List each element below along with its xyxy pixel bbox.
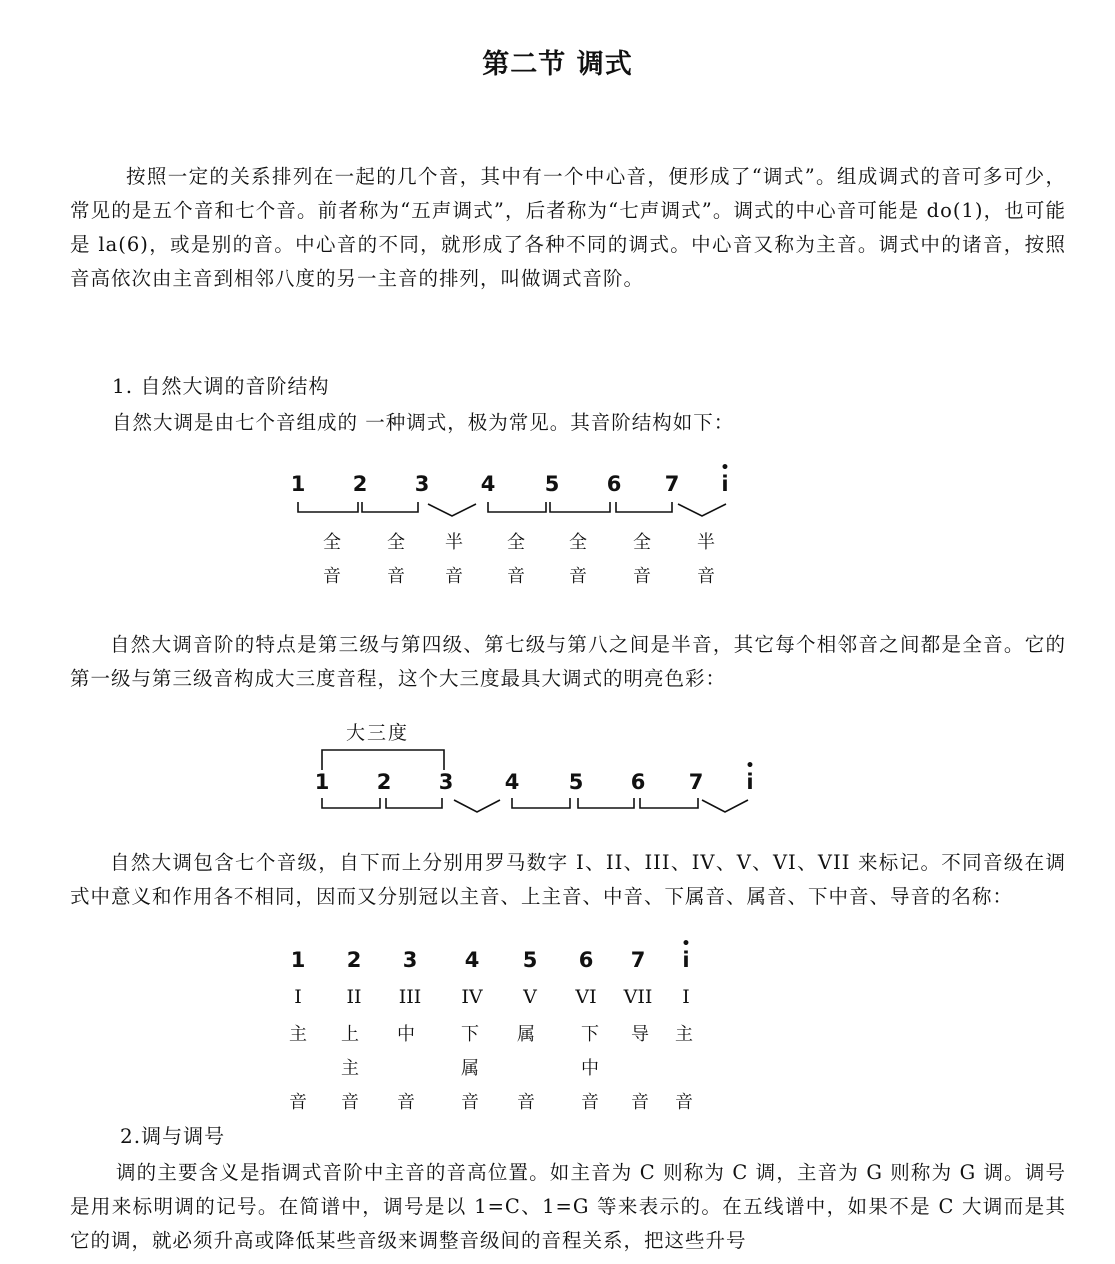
degree-name-char: 主 — [341, 1058, 359, 1079]
third-scale-note: i — [746, 770, 754, 794]
interval-label: 全 — [569, 532, 587, 553]
interval-label: 全 — [633, 532, 651, 553]
degree-note: i — [682, 948, 690, 972]
degree-note: 7 — [630, 948, 646, 972]
degree-note: 3 — [402, 948, 418, 972]
roman-numeral: III — [398, 986, 422, 1008]
degree-name-char: 上 — [341, 1024, 359, 1045]
degree-name-char: 中 — [581, 1058, 599, 1079]
roman-numeral: I — [682, 986, 690, 1008]
third-scale-note: 7 — [688, 770, 704, 794]
interval-label: 全 — [387, 532, 405, 553]
major-third-label: 大三度 — [346, 722, 410, 744]
roman-numeral: IV — [461, 986, 483, 1008]
roman-numeral: V — [523, 986, 537, 1008]
section1-heading: 1. 自然大调的音阶结构 — [112, 374, 330, 398]
interval-label: 半 — [445, 532, 463, 553]
roman-numeral: II — [346, 986, 362, 1008]
degree-name-char: 主 — [675, 1024, 693, 1045]
roman-numeral: VI — [575, 986, 597, 1008]
third-scale-high-octave-dot: • — [745, 758, 755, 774]
degree-name-char: 音 — [341, 1092, 359, 1113]
scale-note: 7 — [664, 472, 680, 496]
interval-suffix: 音 — [445, 566, 463, 587]
interval-label: 全 — [507, 532, 525, 553]
section1-lead: 自然大调是由七个音组成的 一种调式，极为常见。其音阶结构如下： — [112, 411, 735, 434]
third-scale-note: 4 — [504, 770, 520, 794]
degree-high-octave-dot: • — [681, 936, 691, 952]
degree-name-char: 属 — [517, 1024, 535, 1045]
scale-note: 2 — [352, 472, 368, 496]
degree-name-char: 音 — [631, 1092, 649, 1113]
third-scale-note: 6 — [630, 770, 646, 794]
interval-label: 半 — [697, 532, 715, 553]
section2-heading: 2.调与调号 — [120, 1124, 226, 1148]
scale-note: 6 — [606, 472, 622, 496]
roman-numeral: VII — [623, 986, 653, 1008]
interval-suffix: 音 — [569, 566, 587, 587]
third-scale-note: 3 — [438, 770, 454, 794]
degree-name-char: 音 — [461, 1092, 479, 1113]
page-title: 第二节 调式 — [482, 49, 633, 80]
degree-name-char: 音 — [397, 1092, 415, 1113]
intro-paragraph: 按照一定的关系排列在一起的几个音，其中有一个中心音，便形成了“调式”。组成调式的音可多可少，常见的是五个音和七个音。前者称为“五声调式”，后者称为“七声调式”。调式的中心音可能是 do(1)，也可能是 la(6)，或是别的音。中心音的不同，就形成了各种不同的调式。中心音又称为主音。调式中的诸音，按照音高依次由主音到相邻八度的另一主音的排列，叫做调式音阶。 — [70, 165, 1066, 290]
scale-note: 5 — [544, 472, 560, 496]
interval-label: 全 — [323, 532, 341, 553]
third-scale-note: 2 — [376, 770, 392, 794]
scale-note: 3 — [414, 472, 430, 496]
section1-paragraph-2: 自然大调音阶的特点是第三级与第四级、第七级与第八之间是半音，其它每个相邻音之间都是全音。它的第一级与第三级音构成大三度音程，这个大三度最具大调式的明亮色彩： — [70, 633, 1066, 690]
degree-note: 4 — [464, 948, 480, 972]
degree-note: 1 — [290, 948, 306, 972]
degree-name-char: 音 — [675, 1092, 693, 1113]
degree-name-char: 音 — [289, 1092, 307, 1113]
interval-suffix: 音 — [387, 566, 405, 587]
third-scale-note: 1 — [314, 770, 330, 794]
interval-suffix: 音 — [633, 566, 651, 587]
roman-numeral: I — [294, 986, 302, 1008]
scale-high-octave-dot: • — [720, 460, 730, 476]
degree-name-char: 音 — [581, 1092, 599, 1113]
scale-note: i — [721, 472, 729, 496]
degree-note: 5 — [522, 948, 538, 972]
third-scale-note: 5 — [568, 770, 584, 794]
section2-paragraph: 调的主要含义是指调式音阶中主音的音高位置。如主音为 C 则称为 C 调，主音为 G 则称为 G 调。调号是用来标明调的记号。在简谱中，调号是以 1=C、1=G 等来表示的。在五线谱中，如果不是 C 大调而是其它的调，就必须升高或降低某些音级来调整音级间的音程关系，把这些升号 — [70, 1161, 1066, 1252]
degree-note: 2 — [346, 948, 362, 972]
degree-name-char: 中 — [397, 1024, 415, 1045]
degree-name-char: 下 — [581, 1024, 599, 1045]
section1-paragraph-3: 自然大调包含七个音级，自下而上分别用罗马数字 I、II、III、IV、V、VI、VII 来标记。不同音级在调式中意义和作用各不相同，因而又分别冠以主音、上主音、中音、下属音、属音、下中音、导音的名称： — [70, 851, 1066, 908]
degree-name-char: 音 — [517, 1092, 535, 1113]
interval-suffix: 音 — [507, 566, 525, 587]
scale-note: 1 — [290, 472, 306, 496]
degree-note: 6 — [578, 948, 594, 972]
interval-suffix: 音 — [697, 566, 715, 587]
degree-name-char: 属 — [461, 1058, 479, 1079]
interval-suffix: 音 — [323, 566, 341, 587]
degree-name-char: 主 — [289, 1024, 307, 1045]
degree-name-char: 导 — [631, 1024, 649, 1045]
scale-note: 4 — [480, 472, 496, 496]
degree-name-char: 下 — [461, 1024, 479, 1045]
